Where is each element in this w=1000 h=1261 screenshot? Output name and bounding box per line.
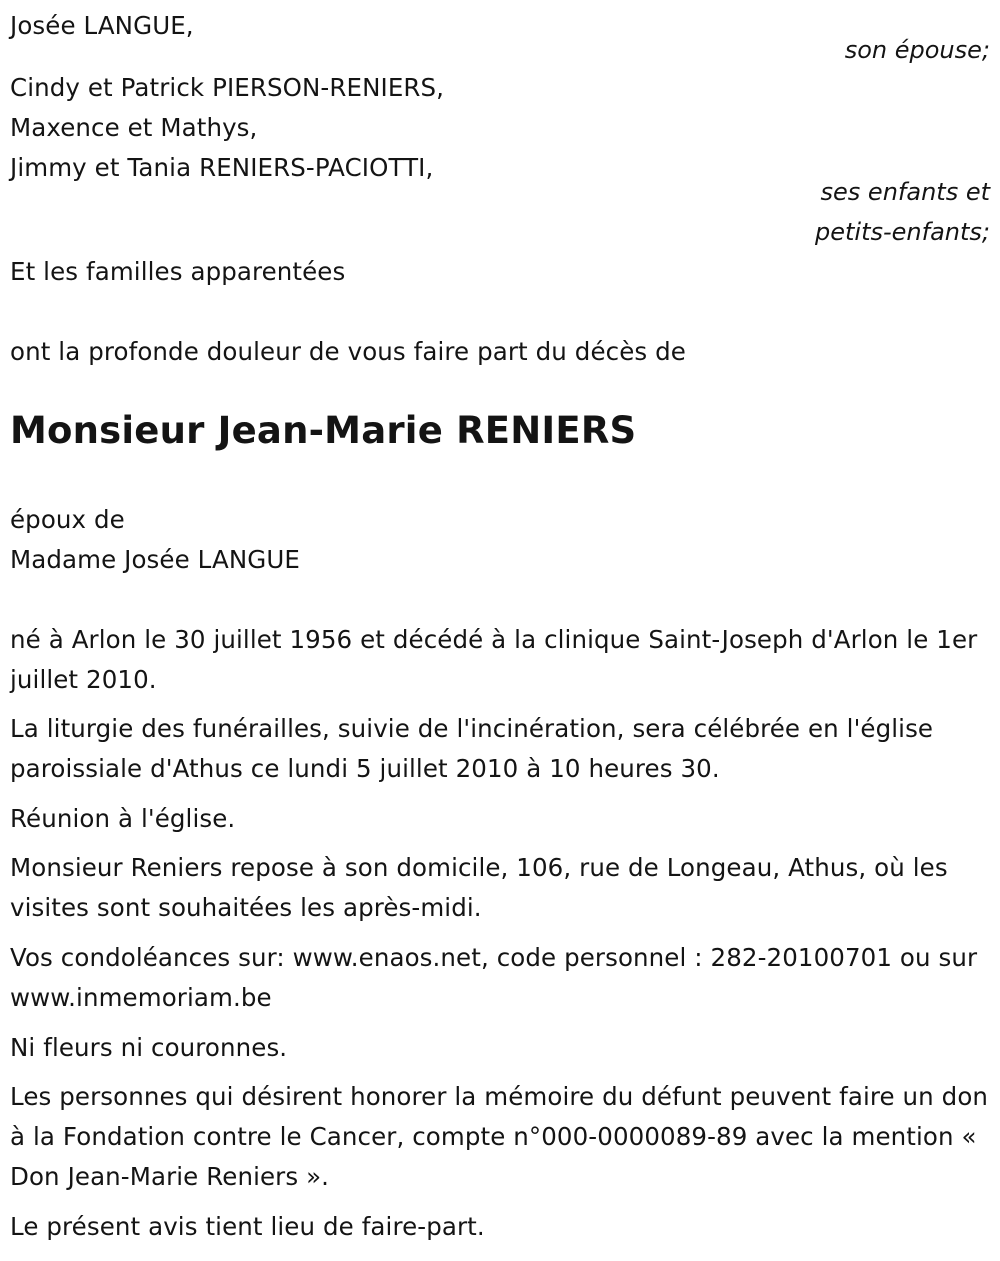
paragraph-birth-death: né à Arlon le 30 juillet 1956 et décédé à la clinique Saint-Joseph d'Arlon le 1er juillet 2010. <box>10 625 978 694</box>
paragraph-donation: Les personnes qui désirent honorer la mémoire du défunt peuvent faire un don à la Fondation contre le Cancer, compte n°000-0000089-89 avec la mention « Don Jean-Marie Reniers ». <box>10 1082 989 1191</box>
paragraph-flowers: Ni fleurs ni couronnes. <box>10 1033 288 1062</box>
children-role-line-2: petits-enfants; <box>815 218 990 246</box>
spouse-of-label: époux de <box>10 505 125 534</box>
children-role-line-1: ses enfants et <box>820 178 990 206</box>
child-line-3: Jimmy et Tania RENIERS-PACIOTTI, <box>10 153 434 182</box>
announcement-line: ont la profonde douleur de vous faire part du décès de <box>10 337 686 366</box>
relatives-line: Et les familles apparentées <box>10 257 346 286</box>
spouse-name: Josée LANGUE, <box>10 11 194 40</box>
deceased-name: Monsieur Jean-Marie RENIERS <box>10 409 637 452</box>
paragraph-notice: Le présent avis tient lieu de faire-part. <box>10 1212 485 1241</box>
paragraph-condolences: Vos condoléances sur: www.enaos.net, code personnel : 282-20100701 ou sur www.inmemoriam.be <box>10 943 978 1012</box>
paragraph-meeting: Réunion à l'église. <box>10 804 236 833</box>
spouse-role: son épouse; <box>844 36 990 64</box>
paragraph-rests: Monsieur Reniers repose à son domicile, 106, rue de Longeau, Athus, où les visites sont souhaitées les après-midi. <box>10 853 948 922</box>
paragraph-liturgy: La liturgie des funérailles, suivie de l'incinération, sera célébrée en l'église paroissiale d'Athus ce lundi 5 juillet 2010 à 10 heures 30. <box>10 714 934 783</box>
child-line-2: Maxence et Mathys, <box>10 113 258 142</box>
child-line-1: Cindy et Patrick PIERSON-RENIERS, <box>10 73 445 102</box>
spouse-of-name: Madame Josée LANGUE <box>10 545 300 574</box>
